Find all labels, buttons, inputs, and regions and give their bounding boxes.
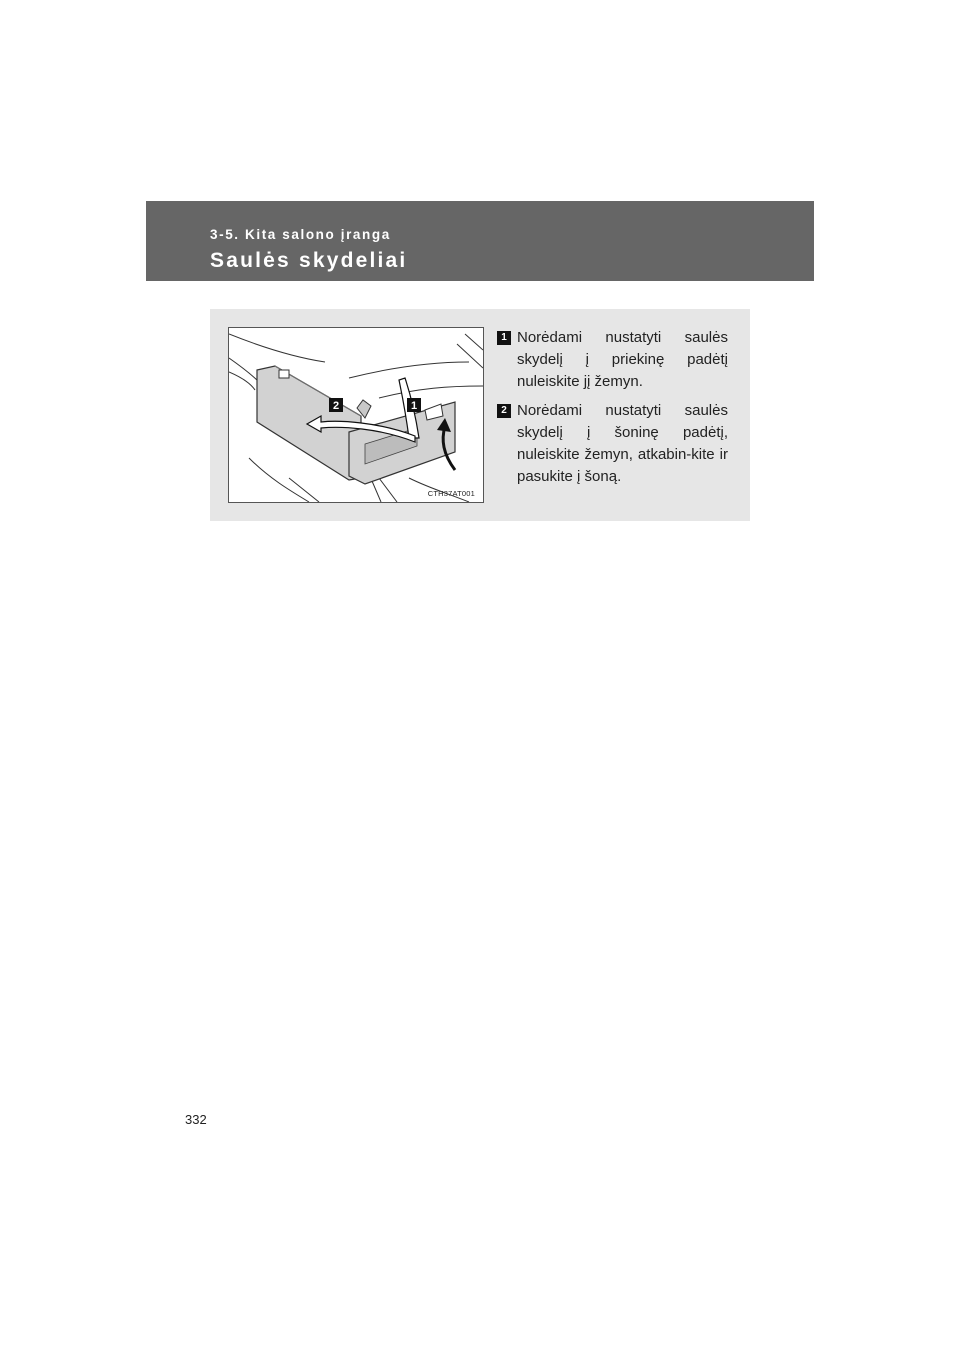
content-box	[210, 309, 750, 521]
step-list	[497, 327, 728, 495]
sun-visor-illustration	[228, 327, 484, 503]
page-number: 332	[185, 1112, 207, 1127]
sun-visor-drawing	[229, 328, 483, 502]
step-badge: 2	[497, 404, 511, 418]
step-text: Norėdami nustatyti saulės skydelį į šoninę padėtį, nuleiskite žemyn, atkabin-kite ir pasukite į šoną.	[517, 402, 728, 485]
section-label: 3-5. Kita salono įranga	[210, 227, 391, 242]
illustration-code: CTH37AT001	[427, 489, 475, 498]
step-badge: 1	[497, 331, 511, 345]
step-text: Norėdami nustatyti saulės skydelį į priekinę padėtį nuleiskite jį žemyn.	[517, 329, 728, 390]
callout-1: 1	[410, 400, 418, 412]
callout-2: 2	[332, 400, 340, 412]
step-item	[497, 327, 728, 393]
page-title: Saulės skydeliai	[210, 249, 408, 272]
section-header	[146, 201, 814, 281]
step-item	[497, 400, 728, 488]
